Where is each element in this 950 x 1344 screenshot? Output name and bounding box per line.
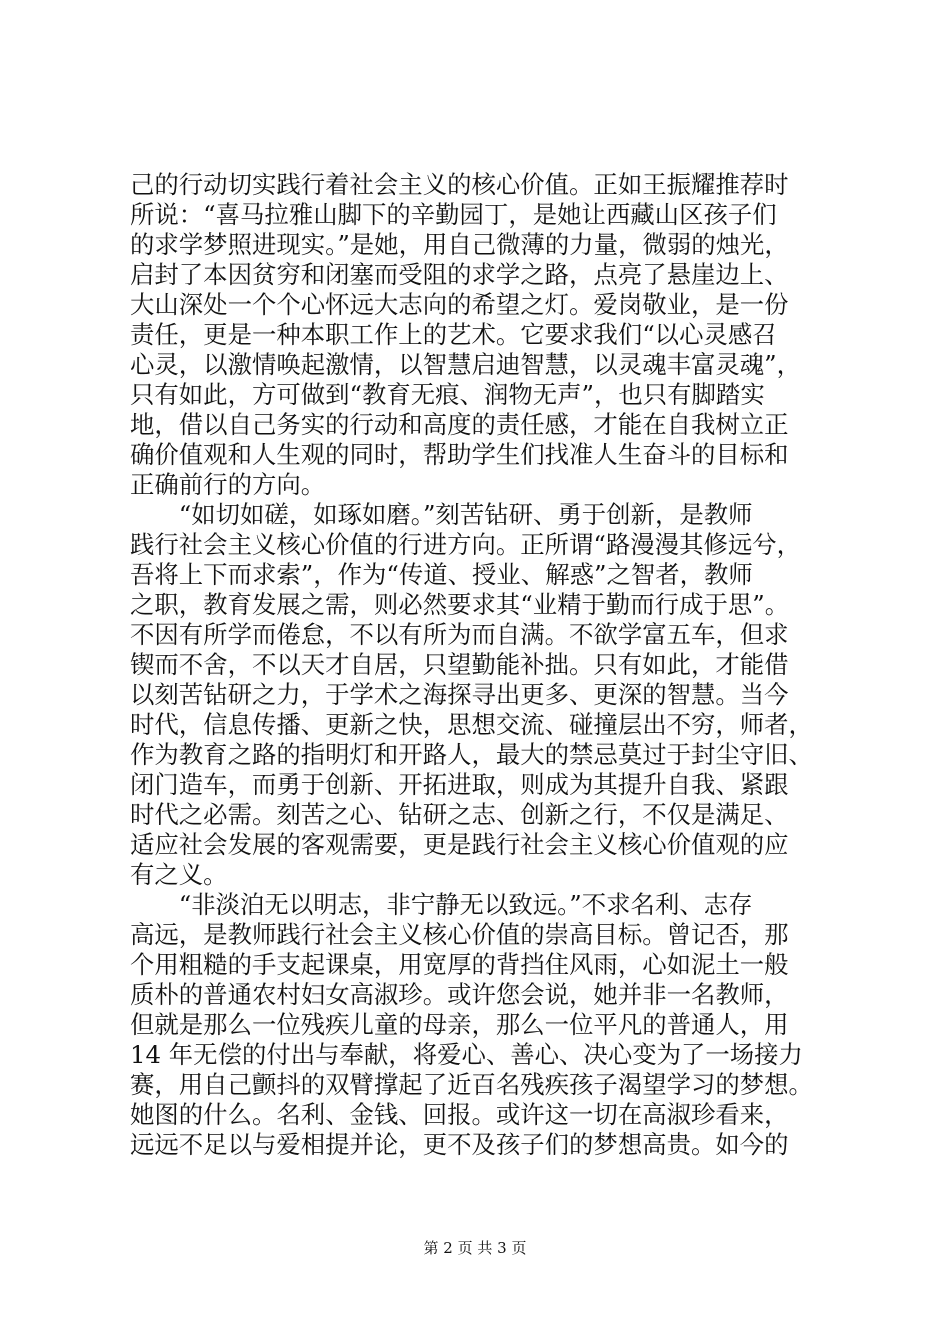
text-line: 以刻苦钻研之力，于学术之海探寻出更多、更深的智慧。当今 <box>130 680 789 709</box>
text-line: 践行社会主义核心价值的行进方向。正所谓“路漫漫其修远兮， <box>130 530 802 559</box>
text-line: 吾将上下而求索”，作为“传道、授业、解惑”之智者，教师 <box>130 560 753 589</box>
text-line: 的求学梦照进现实。”是她，用自己微薄的力量，微弱的烛光， <box>130 230 789 259</box>
text-line: 心灵，以激情唤起激情，以智慧启迪智慧，以灵魂丰富灵魂”， <box>130 350 802 379</box>
text-line: 锲而不舍，不以天才自居，只望勤能补拙。只有如此，才能借 <box>130 650 789 679</box>
text-line: “如切如磋，如琢如磨。”刻苦钻研、勇于创新，是教师 <box>130 500 753 529</box>
text-line: 己的行动切实践行着社会主义的核心价值。正如王振耀推荐时 <box>130 170 789 199</box>
text-line: 只有如此，方可做到“教育无痕、润物无声”，也只有脚踏实 <box>130 380 765 409</box>
text-line: 启封了本因贫穷和闭塞而受阻的求学之路，点亮了悬崖边上、 <box>130 260 789 289</box>
text-line: 14 年无偿的付出与奉献，将爱心、善心、决心变为了一场接力 <box>130 1040 803 1069</box>
text-line: 地，借以自己务实的行动和高度的责任感，才能在自我树立正 <box>130 410 789 439</box>
text-line: “非淡泊无以明志，非宁静无以致远。”不求名利、志存 <box>130 890 753 919</box>
text-line: 所说：“喜马拉雅山脚下的辛勤园丁，是她让西藏山区孩子们 <box>130 200 777 229</box>
text-line: 确价值观和人生观的同时，帮助学生们找准人生奋斗的目标和 <box>130 440 789 469</box>
text-line: 她图的什么。名利、金钱、回报。或许这一切在高淑珍看来， <box>130 1100 789 1129</box>
text-line: 高远，是教师践行社会主义核心价值的崇高目标。曾记否，那 <box>130 920 789 949</box>
text-line: 有之义。 <box>130 860 228 889</box>
text-line: 赛，用自己颤抖的双臂撑起了近百名残疾孩子渴望学习的梦想。 <box>130 1070 813 1099</box>
body-text <box>130 170 842 1160</box>
text-line: 质朴的普通农村妇女高淑珍。或许您会说，她并非一名教师， <box>130 980 789 1009</box>
text-line: 作为教育之路的指明灯和开路人，最大的禁忌莫过于封尘守旧、 <box>130 740 813 769</box>
text-line: 时代，信息传播、更新之快，思想交流、碰撞层出不穷，师者， <box>130 710 813 739</box>
text-line: 个用粗糙的手支起课桌，用宽厚的背挡住风雨，心如泥土一般 <box>130 950 789 979</box>
text-line: 大山深处一个个心怀远大志向的希望之灯。爱岗敬业，是一份 <box>130 290 789 319</box>
text-line: 适应社会发展的客观需要，更是践行社会主义核心价值观的应 <box>130 830 789 859</box>
text-line: 闭门造车，而勇于创新、开拓进取，则成为其提升自我、紧跟 <box>130 770 789 799</box>
text-line: 正确前行的方向。 <box>130 470 326 499</box>
page-number: 第 2 页 共 3 页 <box>423 1239 527 1257</box>
text-line: 时代之必需。刻苦之心、钻研之志、创新之行，不仅是满足、 <box>130 800 789 829</box>
text-line: 不因有所学而倦怠，不以有所为而自满。不欲学富五车，但求 <box>130 620 789 649</box>
text-line: 但就是那么一位残疾儿童的母亲，那么一位平凡的普通人，用 <box>130 1010 789 1039</box>
text-line: 责任，更是一种本职工作上的艺术。它要求我们“以心灵感召 <box>130 320 777 349</box>
page-footer <box>0 1238 950 1258</box>
text-line: 远远不足以与爱相提并论，更不及孩子们的梦想高贵。如今的 <box>130 1130 789 1159</box>
text-line: 之职，教育发展之需，则必然要求其“业精于勤而行成于思”。 <box>130 590 790 619</box>
